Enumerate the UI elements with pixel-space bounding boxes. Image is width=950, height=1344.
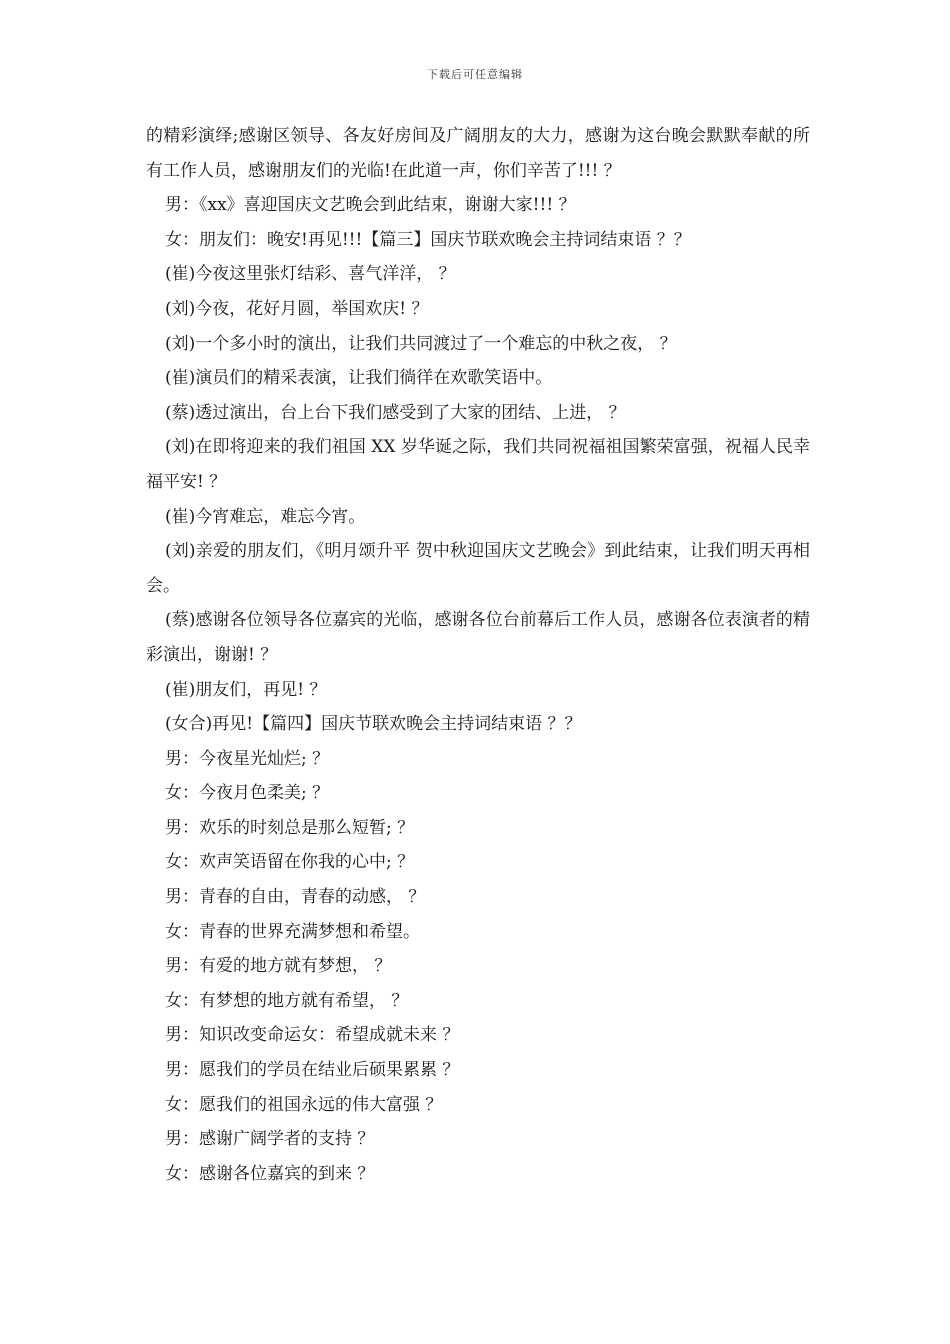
paragraph: 男：今夜星光灿烂; ？ bbox=[165, 748, 330, 769]
paragraph: 男：《xx》喜迎国庆文艺晚会到此结束，谢谢大家!!! ？ bbox=[165, 195, 576, 216]
paragraph: (蔡)透过演出，台上台下我们感受到了大家的团结、上进， ？ bbox=[165, 402, 626, 423]
document-body bbox=[146, 119, 810, 1191]
paragraph: 女：欢声笑语留在你我的心中; ？ bbox=[165, 852, 415, 873]
paragraph: (刘)一个多小时的演出，让我们共同渡过了一个难忘的中秋之夜， ？ bbox=[165, 333, 677, 354]
paragraph: (女合)再见!【篇四】国庆节联欢晚会主持词结束语 ？？ bbox=[165, 714, 582, 735]
paragraph: 女：朋友们：晚安!再见!!!【篇三】国庆节联欢晚会主持词结束语 ？？ bbox=[165, 229, 691, 250]
paragraph: 女：有梦想的地方就有希望， ？ bbox=[165, 990, 409, 1011]
paragraph: 的精彩演绎;感谢区领导、各友好房间及广阔朋友的大力，感谢为这台晚会默默奉献的所有工作人员，感谢朋友们的光临!在此道一声，你们辛苦了!!! ？ bbox=[146, 126, 810, 181]
paragraph: 男：愿我们的学员在结业后硕果累累 ？ bbox=[165, 1060, 460, 1081]
paragraph: (崔)今宵难忘，难忘今宵。 bbox=[165, 506, 366, 527]
paragraph: 男：欢乐的时刻总是那么短暂; ？ bbox=[165, 817, 415, 838]
paragraph: (崔)朋友们，再见! ？ bbox=[165, 679, 327, 700]
paragraph: 男：青春的自由，青春的动感， ？ bbox=[165, 887, 426, 908]
paragraph: (崔)演员们的精采表演，让我们徜徉在欢歌笑语中。 bbox=[165, 368, 553, 389]
paragraph: 女：今夜月色柔美; ？ bbox=[165, 783, 330, 804]
paragraph: (刘)亲爱的朋友们，《明月颂升平 贺中秋迎国庆文艺晚会》到此结束，让我们明天再相会。 bbox=[146, 541, 810, 596]
paragraph: 男：有爱的地方就有梦想， ？ bbox=[165, 956, 392, 977]
paragraph: (刘)今夜，花好月圆，举国欢庆! ？ bbox=[165, 298, 429, 319]
paragraph: (刘)在即将迎来的我们祖国 XX 岁华诞之际，我们共同祝福祖国繁荣富强，祝福人民幸福平安! ？ bbox=[146, 437, 810, 492]
paragraph: 女：感谢各位嘉宾的到来 ？ bbox=[165, 1163, 375, 1184]
page-header: 下载后可任意编辑 bbox=[427, 68, 523, 81]
paragraph: 女：青春的世界充满梦想和希望。 bbox=[165, 921, 420, 942]
paragraph: 男：感谢广阔学者的支持 ？ bbox=[165, 1129, 375, 1150]
paragraph: 女：愿我们的祖国永远的伟大富强 ？ bbox=[165, 1094, 443, 1115]
paragraph: (崔)今夜这里张灯结彩、喜气洋洋， ？ bbox=[165, 264, 456, 285]
paragraph: 男：知识改变命运女：希望成就未来 ？ bbox=[165, 1025, 460, 1046]
paragraph: (蔡)感谢各位领导各位嘉宾的光临，感谢各位台前幕后工作人员，感谢各位表演者的精彩演出，谢谢! ？ bbox=[146, 610, 810, 665]
